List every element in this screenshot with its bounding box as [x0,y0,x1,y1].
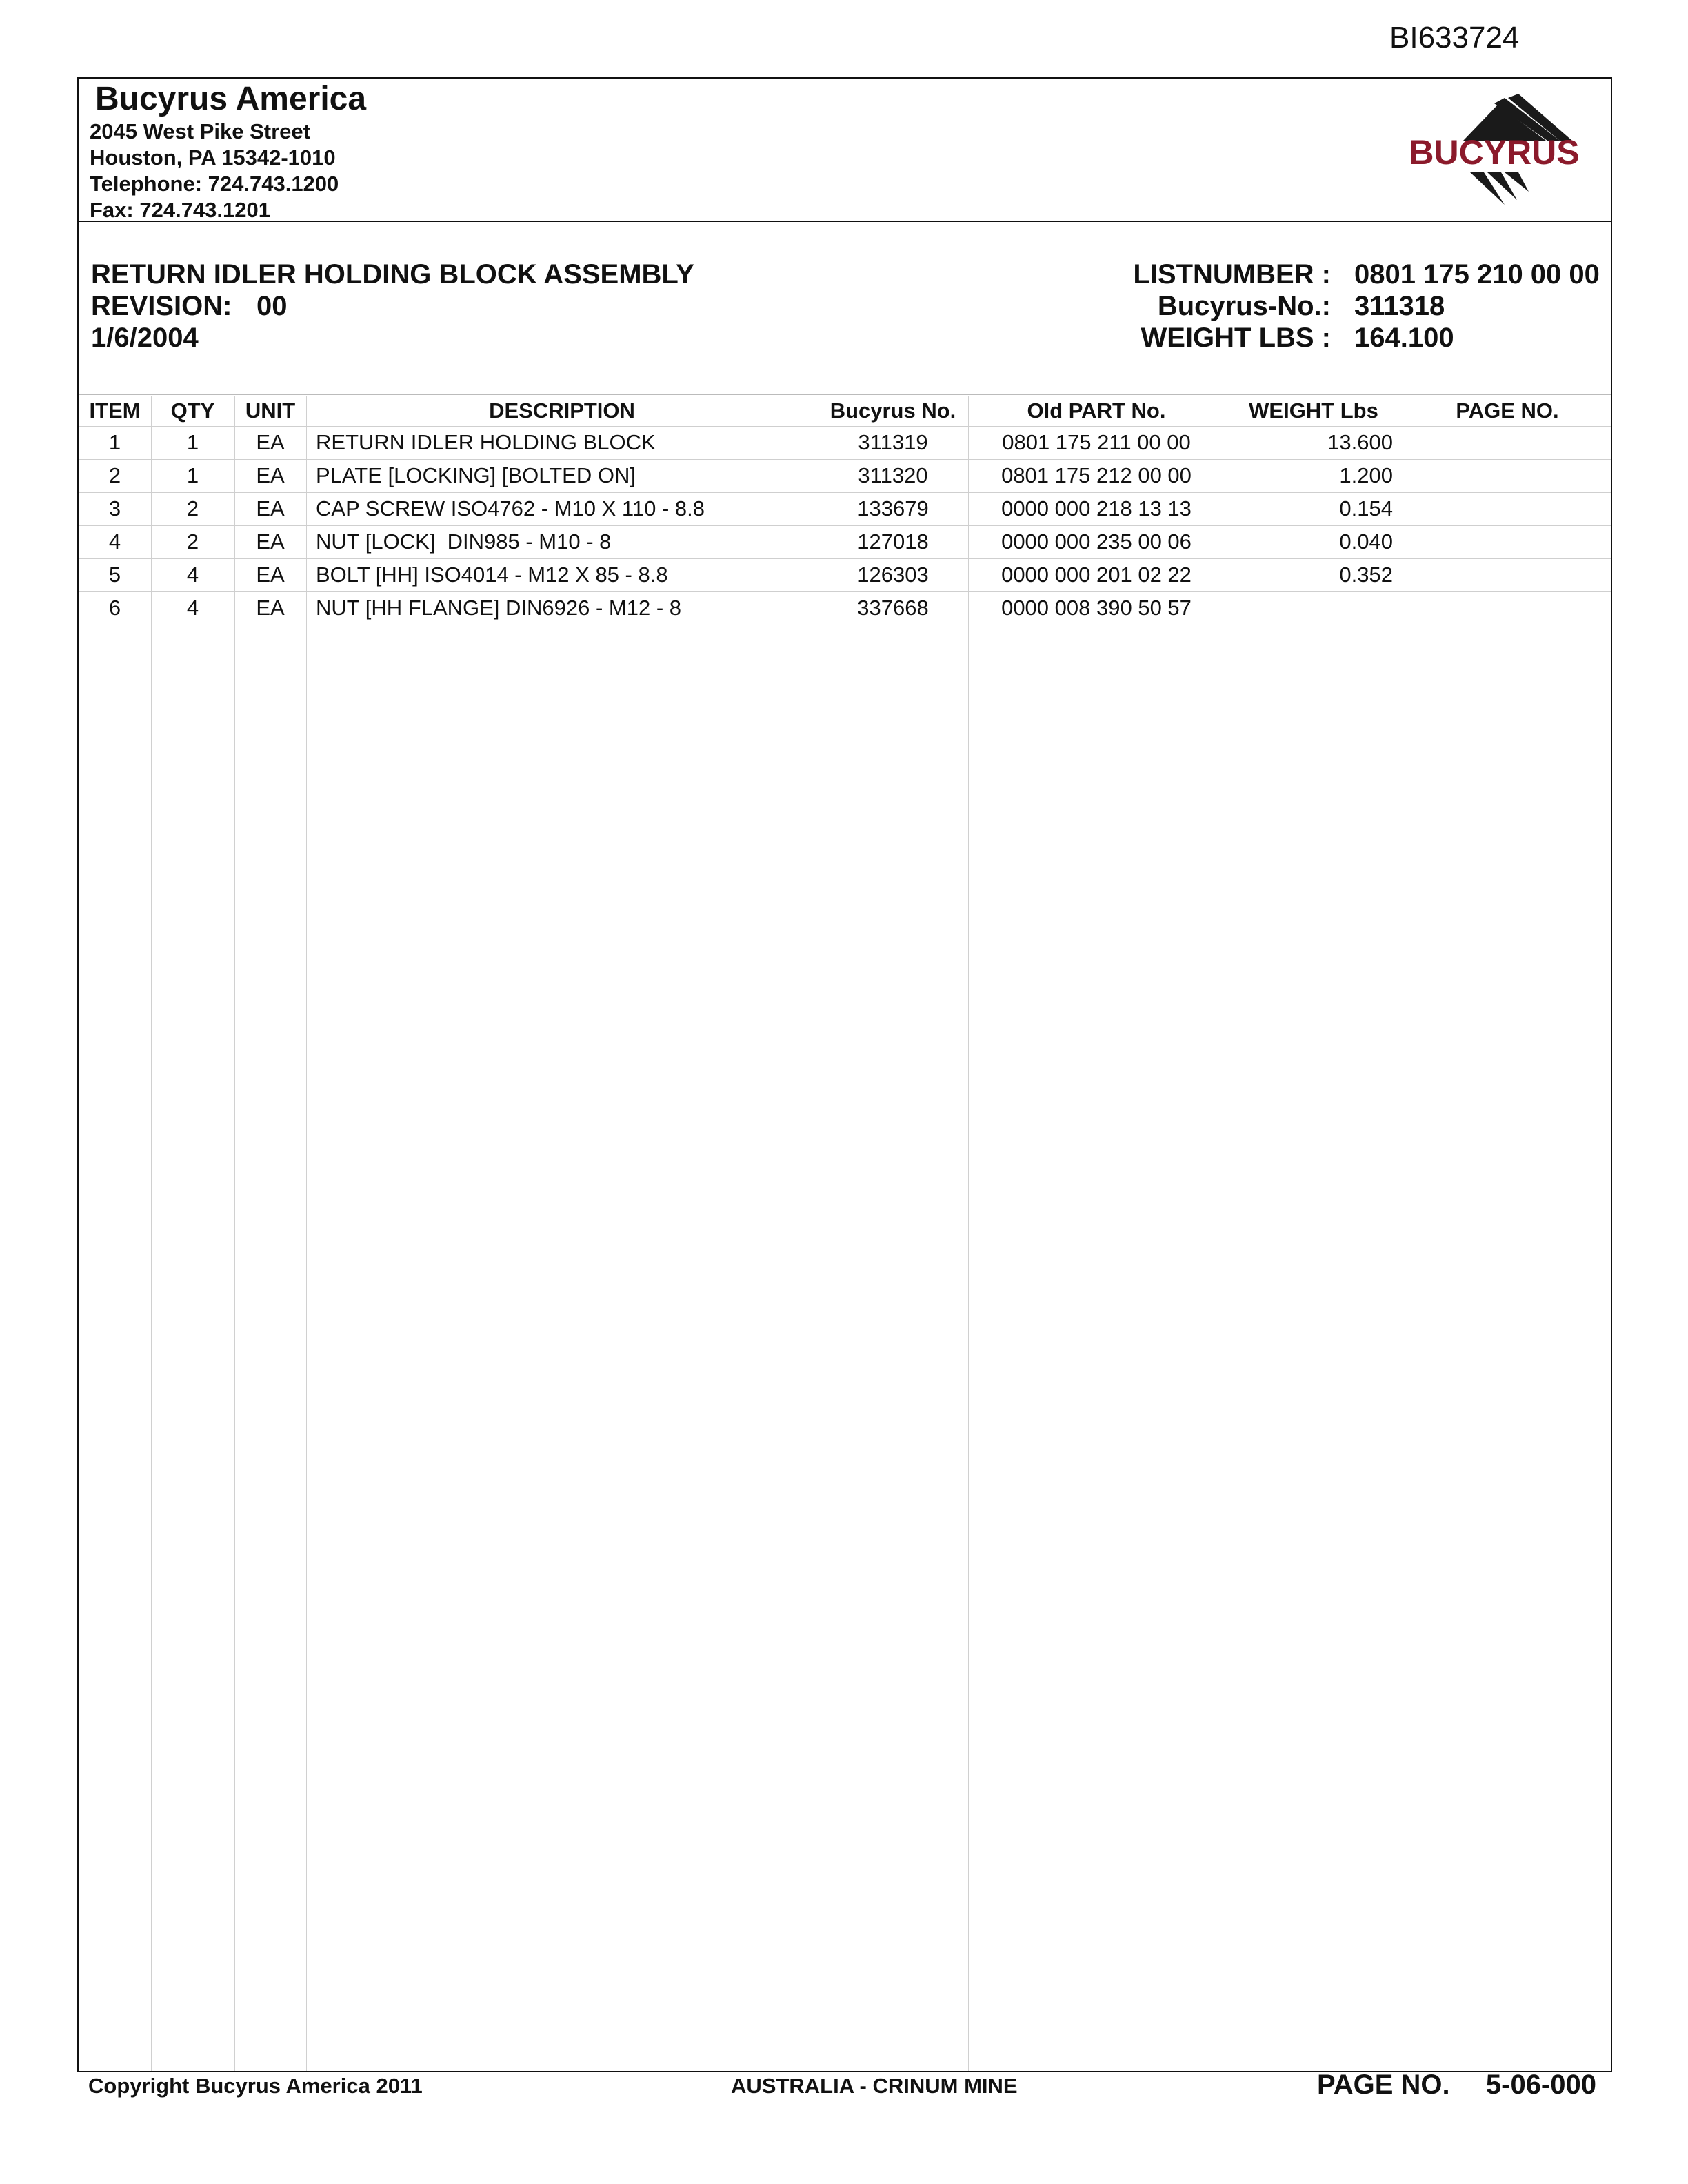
column-divider [306,396,307,2071]
cell-page-no [1403,525,1612,558]
assembly-date: 1/6/2004 [91,323,199,353]
bucyrus-no-value: 311318 [1354,291,1445,321]
cell-weight [1225,592,1403,625]
cell-item: 5 [108,563,121,587]
cell-page-no [1403,558,1612,592]
revision-value: 00 [257,291,288,321]
cell-item: 2 [108,463,121,487]
document-id: BI633724 [1389,21,1520,54]
listnumber-value: 0801 175 210 00 00 [1354,259,1600,290]
column-divider [234,396,235,2071]
cell-unit: EA [256,563,285,587]
cell-item: 4 [108,529,121,554]
col-header-unit: UNIT [245,398,296,423]
cell-page-no [1403,426,1612,459]
cell-unit: EA [256,430,285,454]
header-divider [79,221,1611,222]
cell-qty: 4 [186,563,199,587]
col-header-weight: WEIGHT Lbs [1249,398,1378,423]
col-header-description: DESCRIPTION [489,398,635,423]
company-name: Bucyrus America [95,81,367,117]
cell-old-part-no: 0000 008 390 50 57 [1001,596,1192,620]
cell-weight: 0.040 [1339,529,1393,554]
footer-page-label: PAGE NO. [1317,2070,1450,2100]
bucyrus-logo [1394,91,1594,215]
cell-weight: 0.154 [1339,496,1393,520]
col-header-item: ITEM [89,398,141,423]
cell-page-no [1403,592,1612,625]
cell-description: NUT [HH FLANGE] DIN6926 - M12 - 8 [316,596,682,620]
company-address-line1: 2045 West Pike Street [90,119,310,143]
cell-bucyrus-no: 133679 [857,496,929,520]
footer-site: AUSTRALIA - CRINUM MINE [731,2074,1018,2098]
cell-weight: 1.200 [1339,463,1393,487]
cell-qty: 2 [186,496,199,520]
cell-item: 6 [108,596,121,620]
cell-qty: 4 [186,596,199,620]
cell-description: BOLT [HH] ISO4014 - M12 X 85 - 8.8 [316,563,668,587]
cell-qty: 1 [186,463,199,487]
cell-page-no [1403,459,1612,492]
cell-bucyrus-no: 311320 [858,463,928,487]
revision-label: REVISION: [91,291,232,321]
cell-qty: 1 [186,430,199,454]
col-header-old-part-no: Old PART No. [1027,398,1166,423]
company-fax: Fax: 724.743.1201 [90,198,270,222]
cell-page-no [1403,492,1612,525]
cell-weight: 0.352 [1339,563,1393,587]
weight-label: WEIGHT LBS : [1141,323,1331,353]
weight-value: 164.100 [1354,323,1454,353]
company-address-line2: Houston, PA 15342-1010 [90,145,336,170]
cell-unit: EA [256,529,285,554]
cell-old-part-no: 0000 000 235 00 06 [1001,529,1192,554]
cell-unit: EA [256,463,285,487]
cell-item: 3 [108,496,121,520]
cell-description: NUT [LOCK] DIN985 - M10 - 8 [316,529,612,554]
listnumber-label: LISTNUMBER : [1133,259,1331,290]
cell-old-part-no: 0801 175 211 00 00 [1002,430,1191,454]
cell-qty: 2 [186,529,199,554]
cell-bucyrus-no: 311319 [858,430,928,454]
footer-page-value: 5-06-000 [1485,2070,1596,2100]
cell-item: 1 [108,430,121,454]
cell-bucyrus-no: 337668 [857,596,929,620]
cell-bucyrus-no: 127018 [857,529,929,554]
assembly-title: RETURN IDLER HOLDING BLOCK ASSEMBLY [91,259,694,290]
cell-weight: 13.600 [1327,430,1393,454]
column-divider [151,396,152,2071]
cell-old-part-no: 0801 175 212 00 00 [1001,463,1192,487]
col-header-bucyrus-no: Bucyrus No. [830,398,956,423]
cell-old-part-no: 0000 000 218 13 13 [1001,496,1192,520]
cell-unit: EA [256,596,285,620]
col-header-qty: QTY [170,398,215,423]
table-top-line [79,394,1611,395]
footer-page-number [1317,2070,1596,2101]
logo-wordmark: BUCYRUS [1409,133,1580,172]
bucyrus-no-label: Bucyrus-No.: [1157,291,1331,321]
column-divider [968,396,969,2071]
document-frame [77,77,1612,2072]
footer-copyright: Copyright Bucyrus America 2011 [88,2074,423,2098]
cell-old-part-no: 0000 000 201 02 22 [1001,563,1192,587]
cell-bucyrus-no: 126303 [857,563,929,587]
cell-description: PLATE [LOCKING] [BOLTED ON] [316,463,636,487]
company-telephone: Telephone: 724.743.1200 [90,172,339,196]
col-header-page-no: PAGE NO. [1456,398,1559,423]
cell-description: CAP SCREW ISO4762 - M10 X 110 - 8.8 [316,496,705,520]
cell-unit: EA [256,496,285,520]
cell-description: RETURN IDLER HOLDING BLOCK [316,430,656,454]
